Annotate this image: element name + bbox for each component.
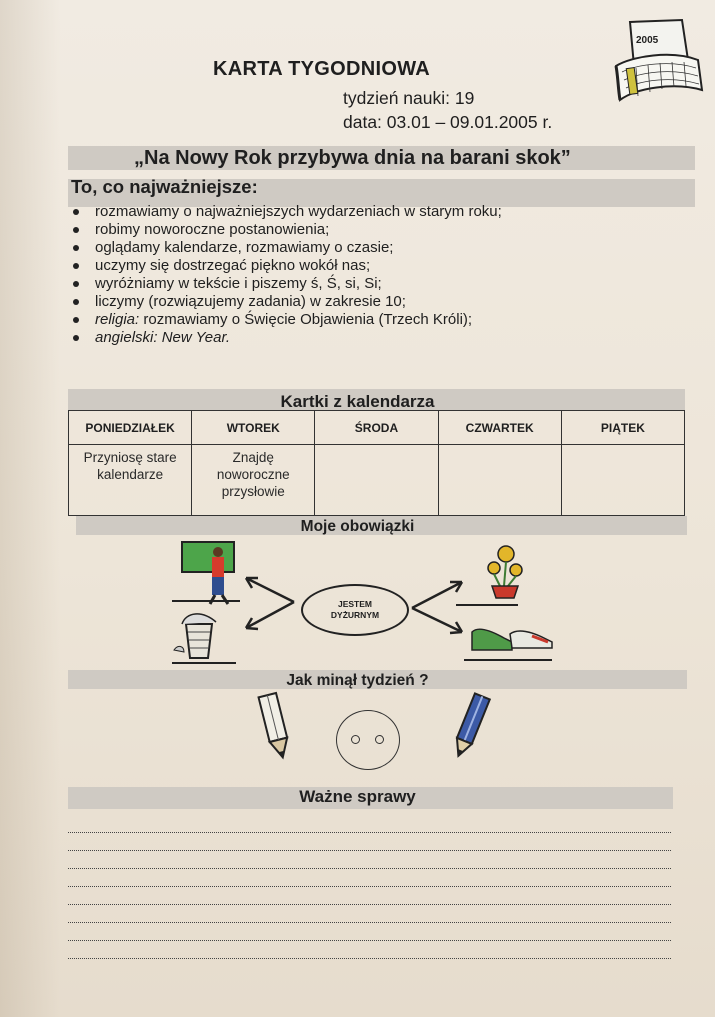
note-line[interactable] [68,886,671,887]
motto: „Na Nowy Rok przybywa dnia na barani skok” [134,147,571,169]
day-entry [315,445,438,516]
note-line[interactable] [68,832,671,833]
list-item: liczymy (rozwiązujemy zadania) w zakresie 10; [70,293,502,311]
day-header: CZWARTEK [438,411,561,445]
flower-pot-icon [488,546,522,598]
day-entry [438,445,561,516]
day-entry: Znajdę noworoczne przysłowie [192,445,315,516]
wastebasket-icon [174,614,216,658]
note-line[interactable] [68,958,671,959]
list-item: wyróżniamy w tekście i piszemy ś, Ś, si, Si; [70,275,502,293]
list-item: oglądamy kalendarze, rozmawiamy o czasie; [70,239,502,257]
day-entry [561,445,684,516]
list-item: angielski: New Year. [70,329,502,347]
note-line[interactable] [68,868,671,869]
day-header: WTOREK [192,411,315,445]
shoes-icon [472,629,552,650]
duties-heading: Moje obowiązki [300,518,415,535]
week-review-heading: Jak minął tydzień ? [286,672,429,689]
calendar-icon [612,16,704,108]
calendar-table [68,410,685,516]
important-heading: To, co najważniejsze: [71,176,258,197]
note-line[interactable] [68,940,671,941]
day-header: PONIEDZIAŁEK [69,411,192,445]
list-item: rozmawiamy o najważniejszych wydarzeniach w starym roku; [70,203,502,221]
important-list [70,203,502,347]
page-title: KARTA TYGODNIOWA [213,58,431,80]
blackboard-icon [182,542,234,604]
note-line[interactable] [68,922,671,923]
notes-heading: Ważne sprawy [299,787,416,806]
list-item: robimy noworoczne postanowienia; [70,221,502,239]
list-item: uczymy się dostrzegać piękno wokół nas; [70,257,502,275]
week-number: tydzień nauki: 19 [343,88,475,108]
list-item: religia: rozmawiamy o Święcie Objawienia (Trzech Króli); [70,311,502,329]
note-line[interactable] [68,850,671,851]
calendar-year: 2005 [636,35,659,46]
day-header: ŚRODA [315,411,438,445]
calendar-heading: Kartki z kalendarza [280,392,435,411]
note-line[interactable] [68,904,671,905]
day-header: PIĄTEK [561,411,684,445]
day-entry: Przyniosę stare kalendarze [69,445,192,516]
pencil-icon [448,692,492,762]
date-range: data: 03.01 – 09.01.2005 r. [343,112,553,132]
face-icon [336,710,400,770]
duty-center: JESTEM DYŻURNYM [301,584,409,636]
pencil-icon [252,690,300,762]
